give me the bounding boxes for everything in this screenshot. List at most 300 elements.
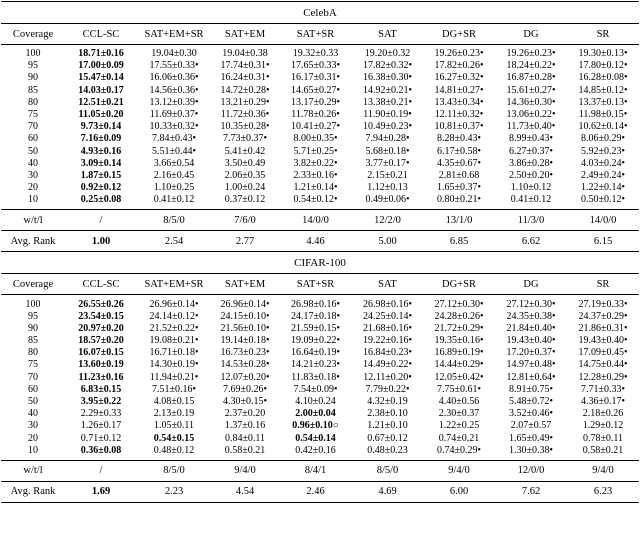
- value-cell: 26.55±0.26: [65, 295, 137, 311]
- avg-rank-value: 4.46: [279, 231, 352, 252]
- value-cell: 0.96±0.10○: [292, 420, 339, 432]
- value-cell: 1.05±0.11: [153, 420, 195, 432]
- value-cell: 1.00±0.24: [224, 182, 266, 194]
- value-cell: 19.43±0.40•: [578, 335, 628, 347]
- value-cell: 1.21±0.14•: [293, 182, 338, 194]
- value-cell: 0.50±0.12•: [581, 194, 625, 206]
- value-cell: 24.28±0.26•: [434, 310, 484, 322]
- value-cell: 16.38±0.30•: [363, 72, 412, 84]
- value-cell: 4.32±0.19: [367, 396, 408, 408]
- wtl-value: 12/0/0: [495, 460, 567, 481]
- value-cell: 12.05±0.42•: [434, 371, 484, 383]
- table-row: [1, 133, 639, 145]
- value-cell: 3.86±0.28•: [509, 157, 553, 169]
- table-row: [1, 194, 639, 210]
- wtl-row: [1, 460, 639, 481]
- value-cell: 17.82±0.32•: [363, 60, 412, 72]
- value-cell: 9.73±0.14: [80, 121, 122, 133]
- coverage-cell: 30: [28, 420, 38, 432]
- value-cell: 14.03±0.17: [78, 84, 124, 96]
- column-header: CCL-SC: [65, 24, 137, 45]
- value-cell: 1.87±0.15: [80, 169, 122, 181]
- value-cell: 13.60±0.19: [78, 359, 124, 371]
- coverage-cell: 95: [28, 310, 38, 322]
- value-cell: 0.67±0.12: [367, 432, 408, 444]
- coverage-cell: 90: [28, 72, 38, 84]
- value-cell: 19.04±0.30: [137, 45, 211, 61]
- coverage-cell: 50: [28, 145, 38, 157]
- coverage-cell: 10: [28, 444, 38, 456]
- value-cell: 4.08±0.15: [153, 396, 195, 408]
- wtl-value: 8/5/0: [352, 460, 423, 481]
- value-cell: 2.13±0.19: [153, 408, 195, 420]
- table-row: [1, 396, 639, 408]
- value-cell: 14.49±0.22•: [363, 359, 412, 371]
- value-cell: 19.26±0.23•: [495, 45, 567, 61]
- coverage-cell: 80: [28, 96, 38, 108]
- table-row: [1, 45, 639, 61]
- wtl-value: 14/0/0: [567, 210, 639, 231]
- value-cell: 24.35±0.38•: [506, 310, 556, 322]
- value-cell: 7.51±0.16•: [152, 383, 196, 395]
- value-cell: 19.43±0.40•: [506, 335, 556, 347]
- value-cell: 11.23±0.16: [78, 371, 124, 383]
- coverage-cell: 100: [1, 295, 65, 311]
- value-cell: 19.08±0.21•: [149, 335, 199, 347]
- value-cell: 16.64±0.19•: [291, 347, 340, 359]
- value-cell: 2.15±0.21: [367, 169, 408, 181]
- value-cell: 4.10±0.24: [295, 396, 336, 408]
- value-cell: 12.07±0.20•: [220, 371, 270, 383]
- value-cell: 7.84±0.43•: [152, 133, 196, 145]
- value-cell: 0.42±0.16: [295, 444, 336, 456]
- value-cell: 1.37±0.16: [224, 420, 266, 432]
- coverage-cell: 30: [28, 169, 38, 181]
- wtl-value: 14/0/0: [279, 210, 352, 231]
- value-cell: 8.91±0.75•: [509, 383, 553, 395]
- coverage-cell: 75: [28, 109, 38, 121]
- table-row: [1, 408, 639, 420]
- value-cell: 24.25±0.14•: [363, 310, 412, 322]
- avg-rank-value: 4.69: [352, 481, 423, 502]
- value-cell: 4.36±0.17•: [581, 396, 625, 408]
- avg-rank-value: 2.77: [211, 231, 279, 252]
- value-cell: 13.37±0.13•: [578, 96, 628, 108]
- value-cell: 5.48±0.72•: [509, 396, 553, 408]
- value-cell: 21.52±0.22•: [149, 322, 199, 334]
- value-cell: 26.98±0.16•: [279, 295, 352, 311]
- value-cell: 0.78±0.11: [582, 432, 624, 444]
- value-cell: 14.56±0.36•: [149, 84, 199, 96]
- value-cell: 10.35±0.28•: [220, 121, 270, 133]
- avg-rank-value: 2.46: [279, 481, 352, 502]
- value-cell: 13.06±0.22•: [506, 109, 556, 121]
- value-cell: 12.81±0.64•: [506, 371, 556, 383]
- value-cell: 17.82±0.26•: [434, 60, 484, 72]
- value-cell: 1.29±0.12: [582, 420, 624, 432]
- value-cell: 5.51±0.44•: [152, 145, 196, 157]
- wtl-label: w/t/l: [1, 460, 65, 481]
- value-cell: 2.38±0.10: [367, 408, 408, 420]
- table-row: [1, 372, 639, 384]
- table-row: [1, 295, 639, 311]
- value-cell: 1.21±0.10: [367, 420, 408, 432]
- value-cell: 21.59±0.15•: [291, 322, 340, 334]
- column-header: DG: [495, 24, 567, 45]
- value-cell: 7.73±0.37•: [223, 133, 267, 145]
- value-cell: 19.22±0.16•: [363, 335, 412, 347]
- value-cell: 12.11±0.20•: [363, 371, 412, 383]
- column-header: DG: [495, 274, 567, 295]
- value-cell: 13.43±0.34•: [434, 96, 484, 108]
- value-cell: 0.54±0.15: [153, 432, 195, 444]
- value-cell: 13.38±0.21•: [363, 96, 412, 108]
- value-cell: 20.97±0.20: [78, 322, 124, 334]
- value-cell: 2.00±0.04: [295, 408, 336, 420]
- value-cell: 2.50±0.20•: [509, 169, 553, 181]
- value-cell: 1.12±0.13: [367, 182, 408, 194]
- table-row: [1, 97, 639, 109]
- table-row: [1, 182, 639, 194]
- value-cell: 0.37±0.12: [224, 194, 266, 206]
- coverage-cell: 85: [28, 84, 38, 96]
- coverage-cell: 50: [28, 396, 38, 408]
- table-row: [1, 121, 639, 133]
- avg-rank-value: 1.00: [65, 231, 137, 252]
- value-cell: 3.95±0.22: [80, 396, 122, 408]
- value-cell: 5.71±0.25•: [293, 145, 338, 157]
- value-cell: 11.72±0.36•: [220, 109, 270, 121]
- value-cell: 14.30±0.19•: [149, 359, 199, 371]
- value-cell: 13.12±0.39•: [149, 96, 199, 108]
- value-cell: 0.48±0.23: [367, 444, 408, 456]
- value-cell: 5.41±0.42: [224, 145, 266, 157]
- avg-rank-label: Avg. Rank: [1, 231, 65, 252]
- coverage-cell: 60: [28, 133, 38, 145]
- value-cell: 18.24±0.22•: [506, 60, 556, 72]
- value-cell: 2.81±0.68: [438, 169, 480, 181]
- avg-rank-value: 6.23: [567, 481, 639, 502]
- value-cell: 19.32±0.33: [279, 45, 352, 61]
- coverage-cell: 60: [28, 383, 38, 395]
- value-cell: 1.30±0.38•: [509, 444, 553, 456]
- wtl-value: 9/4/0: [211, 460, 279, 481]
- value-cell: 6.27±0.37•: [509, 145, 553, 157]
- value-cell: 26.98±0.16•: [352, 295, 423, 311]
- wtl-label: w/t/l: [1, 210, 65, 231]
- table-row: [1, 146, 639, 158]
- value-cell: 12.51±0.21: [78, 96, 124, 108]
- value-cell: 21.56±0.10•: [220, 322, 270, 334]
- value-cell: 0.92±0.12: [80, 182, 122, 194]
- table-row: [1, 420, 639, 432]
- value-cell: 11.69±0.37•: [149, 109, 199, 121]
- value-cell: 14.85±0.12•: [578, 84, 628, 96]
- value-cell: 14.75±0.44•: [578, 359, 628, 371]
- value-cell: 19.35±0.16•: [434, 335, 484, 347]
- value-cell: 23.54±0.15: [78, 310, 124, 322]
- column-header: Coverage: [1, 274, 65, 295]
- value-cell: 11.98±0.15•: [578, 109, 628, 121]
- avg-rank-value: 1.69: [65, 481, 137, 502]
- value-cell: 14.81±0.27•: [434, 84, 484, 96]
- column-header-row: [1, 274, 639, 295]
- value-cell: 14.72±0.28•: [220, 84, 270, 96]
- avg-rank-value: 5.00: [352, 231, 423, 252]
- value-cell: 2.37±0.20: [224, 408, 266, 420]
- value-cell: 0.74±0.21: [438, 432, 480, 444]
- wtl-value: 7/6/0: [211, 210, 279, 231]
- value-cell: 10.81±0.37•: [434, 121, 484, 133]
- value-cell: 26.96±0.14•: [137, 295, 211, 311]
- value-cell: 14.44±0.29•: [434, 359, 484, 371]
- column-header: SR: [567, 274, 639, 295]
- value-cell: 21.84±0.40•: [506, 322, 556, 334]
- section-title: CIFAR-100: [1, 252, 639, 274]
- column-header: Coverage: [1, 24, 65, 45]
- value-cell: 0.80±0.21•: [437, 194, 481, 206]
- value-cell: 26.96±0.14•: [211, 295, 279, 311]
- value-cell: 17.65±0.33•: [291, 60, 340, 72]
- value-cell: 16.24±0.31•: [220, 72, 270, 84]
- results-table-body: [1, 2, 639, 503]
- value-cell: 10.41±0.27•: [291, 121, 340, 133]
- coverage-cell: 90: [28, 322, 38, 334]
- value-cell: 7.94±0.28•: [365, 133, 410, 145]
- value-cell: 8.00±0.35•: [293, 133, 338, 145]
- value-cell: 4.30±0.15•: [223, 396, 267, 408]
- value-cell: 24.15±0.10•: [220, 310, 270, 322]
- coverage-cell: 20: [28, 182, 38, 194]
- value-cell: 15.47±0.14: [78, 72, 124, 84]
- value-cell: 0.71±0.12: [80, 432, 122, 444]
- wtl-value: 9/4/0: [423, 460, 495, 481]
- table-row: [1, 323, 639, 335]
- coverage-cell: 70: [28, 371, 38, 383]
- coverage-cell: 20: [28, 432, 38, 444]
- value-cell: 18.57±0.20: [78, 335, 124, 347]
- value-cell: 21.68±0.16•: [363, 322, 412, 334]
- value-cell: 14.92±0.21•: [363, 84, 412, 96]
- value-cell: 17.20±0.37•: [506, 347, 556, 359]
- wtl-value: 11/3/0: [495, 210, 567, 231]
- value-cell: 2.30±0.37: [438, 408, 480, 420]
- value-cell: 24.37±0.29•: [578, 310, 628, 322]
- value-cell: 0.84±0.11: [224, 432, 266, 444]
- value-cell: 17.80±0.12•: [578, 60, 628, 72]
- coverage-cell: 10: [28, 194, 38, 206]
- value-cell: 24.17±0.18•: [291, 310, 340, 322]
- value-cell: 16.89±0.19•: [434, 347, 484, 359]
- value-cell: 16.28±0.08•: [578, 72, 628, 84]
- avg-rank-row: [1, 231, 639, 252]
- table-row: [1, 384, 639, 396]
- value-cell: 10.33±0.32•: [149, 121, 199, 133]
- value-cell: 14.97±0.48•: [506, 359, 556, 371]
- value-cell: 16.06±0.36•: [149, 72, 199, 84]
- wtl-row: [1, 210, 639, 231]
- value-cell: 16.87±0.28•: [506, 72, 556, 84]
- value-cell: 12.11±0.32•: [434, 109, 484, 121]
- value-cell: 3.50±0.49: [224, 157, 266, 169]
- table-row: [1, 158, 639, 170]
- coverage-cell: 80: [28, 347, 38, 359]
- value-cell: 7.54±0.09•: [293, 383, 338, 395]
- value-cell: 17.55±0.33•: [149, 60, 199, 72]
- coverage-cell: 40: [28, 408, 38, 420]
- table-row: [1, 347, 639, 359]
- table-row: [1, 311, 639, 323]
- table-row: [1, 109, 639, 121]
- value-cell: 5.68±0.18•: [365, 145, 410, 157]
- value-cell: 4.35±0.67•: [437, 157, 481, 169]
- column-header: SAT: [352, 24, 423, 45]
- value-cell: 7.75±0.61•: [437, 383, 481, 395]
- value-cell: 0.48±0.12: [153, 444, 195, 456]
- value-cell: 0.58±0.21: [582, 444, 624, 456]
- value-cell: 2.33±0.16•: [293, 169, 338, 181]
- value-cell: 6.83±0.15: [80, 383, 122, 395]
- coverage-cell: 70: [28, 121, 38, 133]
- value-cell: 10.49±0.23•: [363, 121, 412, 133]
- value-cell: 3.82±0.22•: [293, 157, 338, 169]
- value-cell: 1.26±0.17: [80, 420, 122, 432]
- value-cell: 1.10±0.25: [153, 182, 195, 194]
- value-cell: 1.10±0.12: [510, 182, 552, 194]
- coverage-cell: 95: [28, 60, 38, 72]
- value-cell: 21.72±0.29•: [434, 322, 484, 334]
- table-row: [1, 359, 639, 371]
- value-cell: 0.25±0.08: [80, 194, 122, 206]
- value-cell: 16.07±0.15: [78, 347, 124, 359]
- column-header: SAT+SR: [279, 274, 352, 295]
- table-row: [1, 60, 639, 72]
- avg-rank-value: 2.54: [137, 231, 211, 252]
- wtl-value: /: [65, 460, 137, 481]
- column-header-row: [1, 24, 639, 45]
- column-header: SR: [567, 24, 639, 45]
- value-cell: 19.30±0.13•: [567, 45, 639, 61]
- table-row: [1, 72, 639, 84]
- value-cell: 0.41±0.12: [153, 194, 195, 206]
- value-cell: 1.22±0.25: [438, 420, 480, 432]
- column-header: SAT+EM+SR: [137, 24, 211, 45]
- avg-rank-value: 6.85: [423, 231, 495, 252]
- column-header: DG+SR: [423, 24, 495, 45]
- value-cell: 11.73±0.40•: [506, 121, 556, 133]
- table-row: [1, 335, 639, 347]
- value-cell: 1.65±0.37•: [437, 182, 481, 194]
- value-cell: 15.61±0.27•: [506, 84, 556, 96]
- value-cell: 1.22±0.14•: [581, 182, 625, 194]
- avg-rank-value: 6.62: [495, 231, 567, 252]
- value-cell: 19.26±0.23•: [423, 45, 495, 61]
- value-cell: 16.27±0.32•: [434, 72, 484, 84]
- value-cell: 2.16±0.45: [153, 169, 195, 181]
- value-cell: 14.53±0.28•: [220, 359, 270, 371]
- value-cell: 0.36±0.08: [80, 444, 122, 456]
- value-cell: 2.18±0.26: [582, 408, 624, 420]
- value-cell: 3.09±0.14: [80, 157, 122, 169]
- value-cell: 11.05±0.20: [78, 109, 124, 121]
- table-row: [1, 445, 639, 461]
- value-cell: 17.74±0.31•: [220, 60, 270, 72]
- value-cell: 8.06±0.29•: [581, 133, 625, 145]
- value-cell: 10.62±0.14•: [578, 121, 628, 133]
- column-header: SAT+EM: [211, 274, 279, 295]
- value-cell: 14.36±0.30•: [506, 96, 556, 108]
- value-cell: 16.73±0.23•: [220, 347, 270, 359]
- wtl-value: 8/5/0: [137, 460, 211, 481]
- value-cell: 27.12±0.30•: [423, 295, 495, 311]
- value-cell: 14.65±0.27•: [291, 84, 340, 96]
- section-title-row: [1, 252, 639, 274]
- value-cell: 13.17±0.29•: [291, 96, 340, 108]
- value-cell: 4.03±0.24•: [581, 157, 625, 169]
- value-cell: 11.90±0.19•: [363, 109, 412, 121]
- value-cell: 13.21±0.29•: [220, 96, 270, 108]
- value-cell: 4.40±0.56: [438, 396, 480, 408]
- value-cell: 2.29±0.33: [80, 408, 122, 420]
- results-table: [1, 1, 639, 503]
- value-cell: 2.07±0.57: [510, 420, 552, 432]
- value-cell: 11.83±0.18•: [291, 371, 340, 383]
- value-cell: 3.52±0.46•: [509, 408, 553, 420]
- value-cell: 21.86±0.31•: [578, 322, 628, 334]
- value-cell: 27.19±0.33•: [567, 295, 639, 311]
- value-cell: 11.94±0.21•: [149, 371, 199, 383]
- value-cell: 0.58±0.21: [224, 444, 266, 456]
- value-cell: 27.12±0.30•: [495, 295, 567, 311]
- value-cell: 0.49±0.06•: [365, 194, 410, 206]
- column-header: SAT+EM+SR: [137, 274, 211, 295]
- value-cell: 3.77±0.17•: [365, 157, 410, 169]
- value-cell: 17.09±0.45•: [578, 347, 628, 359]
- value-cell: 0.74±0.29•: [437, 444, 481, 456]
- avg-rank-value: 2.23: [137, 481, 211, 502]
- wtl-value: /: [65, 210, 137, 231]
- column-header: SAT+SR: [279, 24, 352, 45]
- column-header: SAT+EM: [211, 24, 279, 45]
- wtl-value: 12/2/0: [352, 210, 423, 231]
- avg-rank-value: 6.00: [423, 481, 495, 502]
- avg-rank-value: 6.15: [567, 231, 639, 252]
- value-cell: 7.16±0.09: [80, 133, 122, 145]
- value-cell: 14.21±0.23•: [291, 359, 340, 371]
- wtl-value: 8/4/1: [279, 460, 352, 481]
- value-cell: 0.41±0.12: [510, 194, 552, 206]
- column-header: DG+SR: [423, 274, 495, 295]
- coverage-cell: 85: [28, 335, 38, 347]
- value-cell: 0.54±0.14: [295, 432, 336, 444]
- coverage-cell: 40: [28, 157, 38, 169]
- value-cell: 7.71±0.33•: [581, 383, 625, 395]
- section-title: CelebA: [1, 2, 639, 24]
- avg-rank-row: [1, 481, 639, 502]
- table-row: [1, 170, 639, 182]
- coverage-cell: 100: [1, 45, 65, 61]
- value-cell: 0.54±0.12•: [293, 194, 338, 206]
- column-header: CCL-SC: [65, 274, 137, 295]
- table-row: [1, 433, 639, 445]
- value-cell: 16.84±0.23•: [363, 347, 412, 359]
- avg-rank-label: Avg. Rank: [1, 481, 65, 502]
- value-cell: 2.06±0.35: [224, 169, 266, 181]
- value-cell: 7.69±0.26•: [223, 383, 267, 395]
- value-cell: 19.14±0.18•: [220, 335, 270, 347]
- coverage-cell: 75: [28, 359, 38, 371]
- avg-rank-value: 7.62: [495, 481, 567, 502]
